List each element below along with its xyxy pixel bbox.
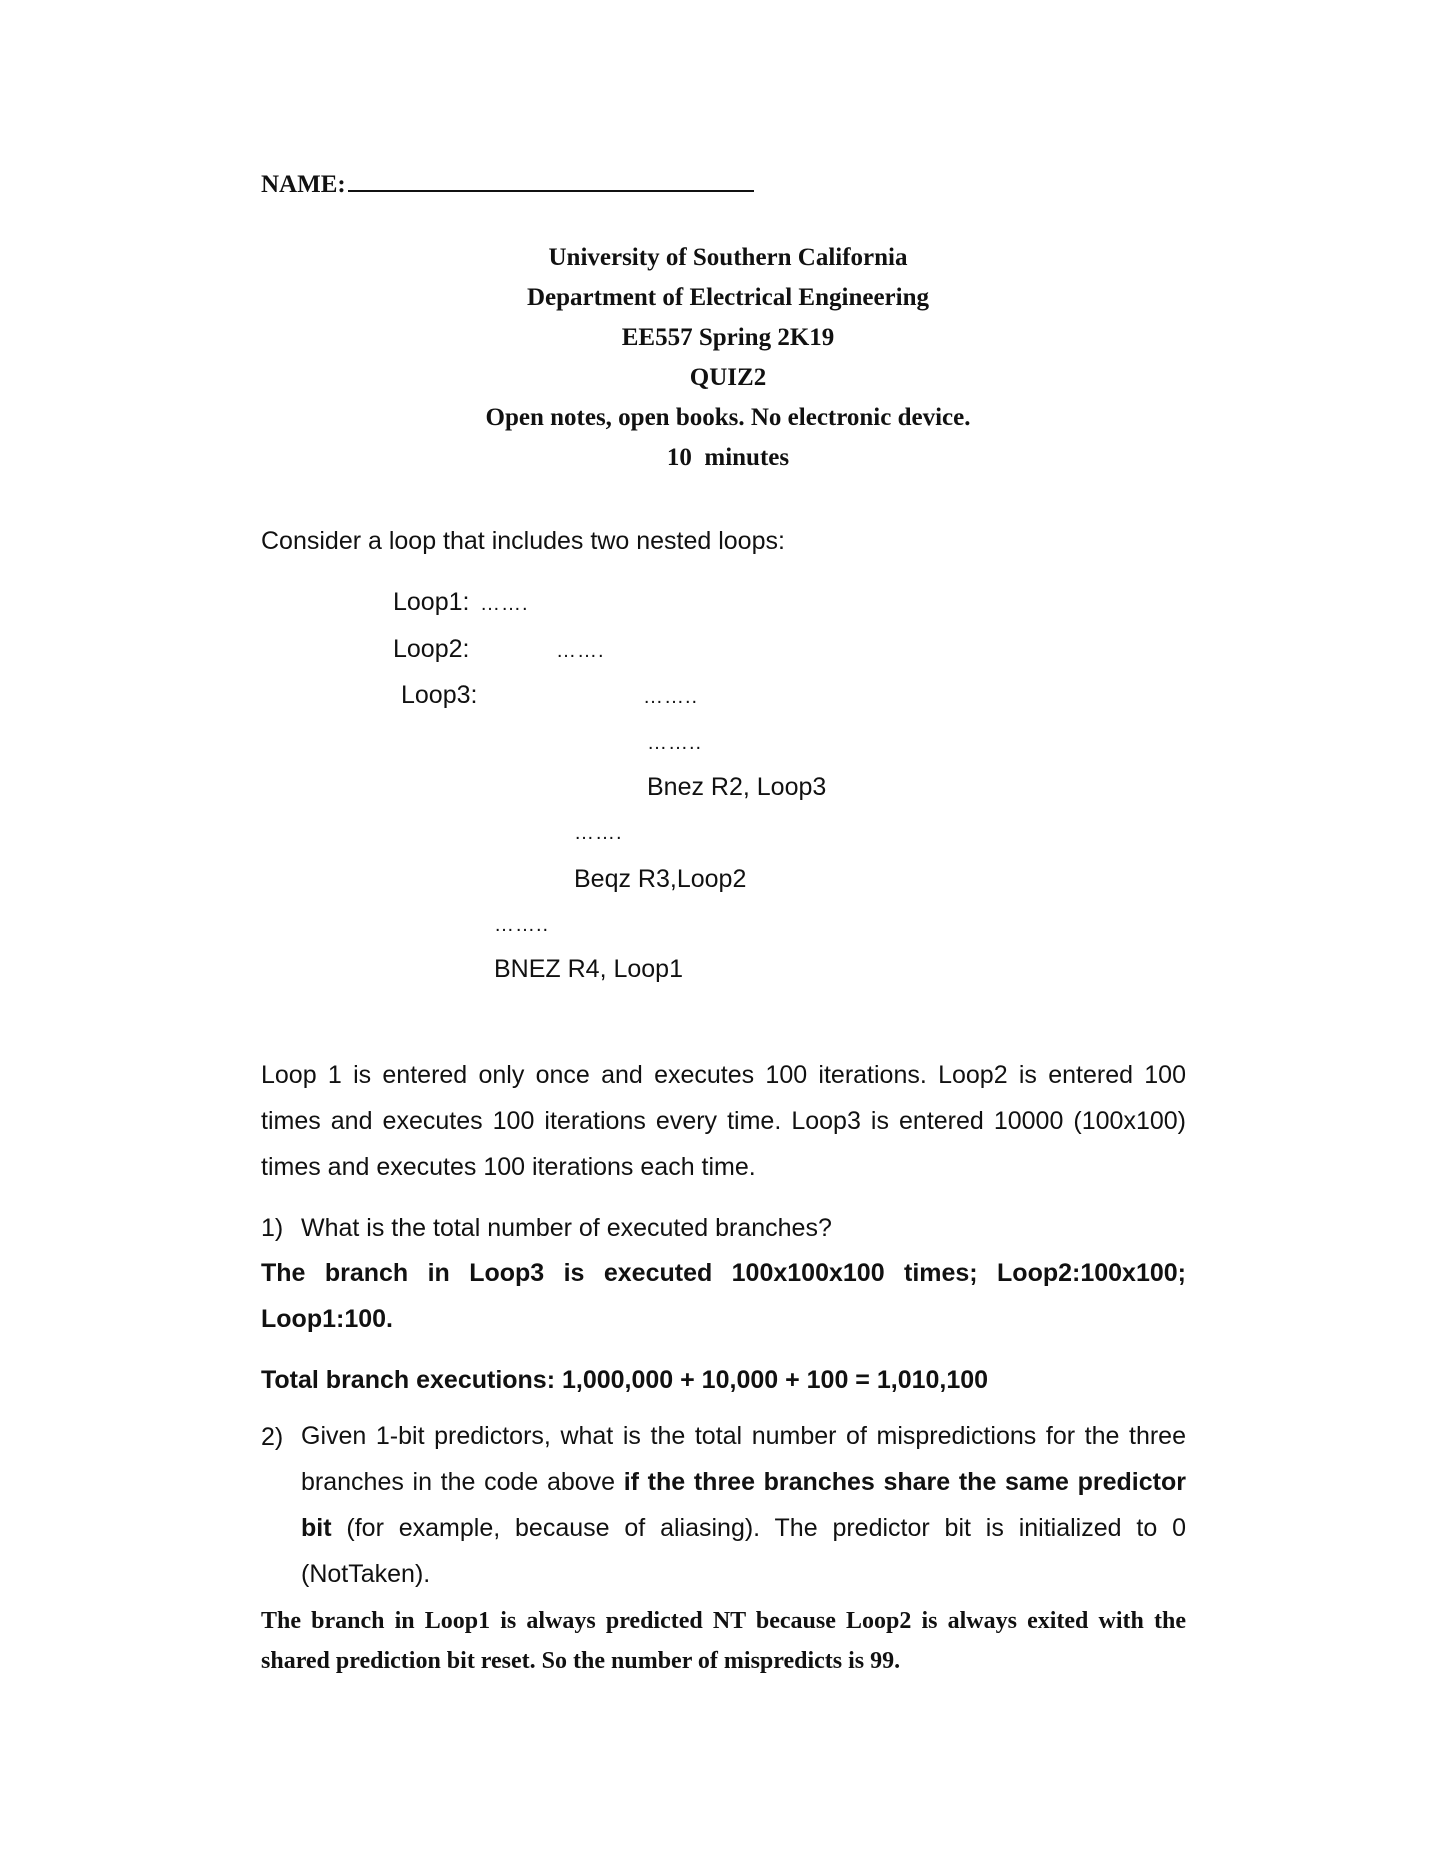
- code-loop1-dots: …….: [480, 593, 529, 615]
- q2-question: [301, 1413, 1186, 1597]
- department-title: Department of Electrical Engineering: [527, 284, 929, 311]
- q1-number: 1): [261, 1214, 284, 1242]
- q2-question-part1: Given 1-bit predictors, what is the total number of mispredictions for the three branches in the code above: [301, 1422, 1186, 1496]
- name-label: NAME:: [261, 171, 346, 198]
- code-loop3-dots: ……..: [643, 686, 699, 708]
- code-loop2-dots: …….: [556, 640, 605, 662]
- course-title: EE557 Spring 2K19: [621, 324, 835, 351]
- code-mid-dots: …….: [574, 822, 623, 844]
- code-beqz-loop2: Beqz R3,Loop2: [574, 865, 747, 893]
- q1-answer: The branch in Loop3 is executed 100x100x100 times; Loop2:100x100; Loop1:100.: [261, 1259, 1186, 1333]
- code-bnez-loop1: BNEZ R4, Loop1: [494, 955, 683, 983]
- name-blank-line: [348, 168, 754, 192]
- q2-question-bold: if the three branches share the same predictor bit: [301, 1468, 1186, 1542]
- q1-total: Total branch executions: 1,000,000 + 10,000 + 100 = 1,010,100: [261, 1366, 989, 1394]
- university-title: University of Southern California: [548, 244, 908, 271]
- code-loop2-label: Loop2:: [393, 635, 470, 663]
- exam-rules: Open notes, open books. No electronic device.: [485, 404, 971, 431]
- exam-duration: 10 minutes: [666, 444, 790, 471]
- loop-description: Loop 1 is entered only once and executes 100 iterations. Loop2 is entered 100 times and executes 100 iterations every time. Loop3 is entered 10000 (100x100) times and executes 100 iterations each time.: [261, 1061, 1186, 1181]
- code-outer-dots: ……..: [494, 914, 550, 936]
- code-loop3-label: Loop3:: [401, 681, 478, 709]
- q2-answer: The branch in Loop1 is always predicted NT because Loop2 is always exited with the shared prediction bit reset. So the number of mispredicts is 99.: [261, 1608, 1186, 1674]
- code-bnez-loop3: Bnez R2, Loop3: [647, 773, 827, 801]
- code-inner-dots: ……..: [647, 732, 703, 754]
- name-field: [261, 168, 754, 199]
- code-loop1-label: Loop1:: [393, 588, 470, 616]
- intro-text: Consider a loop that includes two nested loops:: [261, 527, 785, 555]
- q2-number: 2): [261, 1423, 284, 1451]
- q2-question-part2: (for example, because of aliasing). The predictor bit is initialized to 0 (NotTaken).: [301, 1514, 1186, 1588]
- quiz-title: QUIZ2: [689, 364, 767, 391]
- q1-question: What is the total number of executed branches?: [301, 1214, 832, 1242]
